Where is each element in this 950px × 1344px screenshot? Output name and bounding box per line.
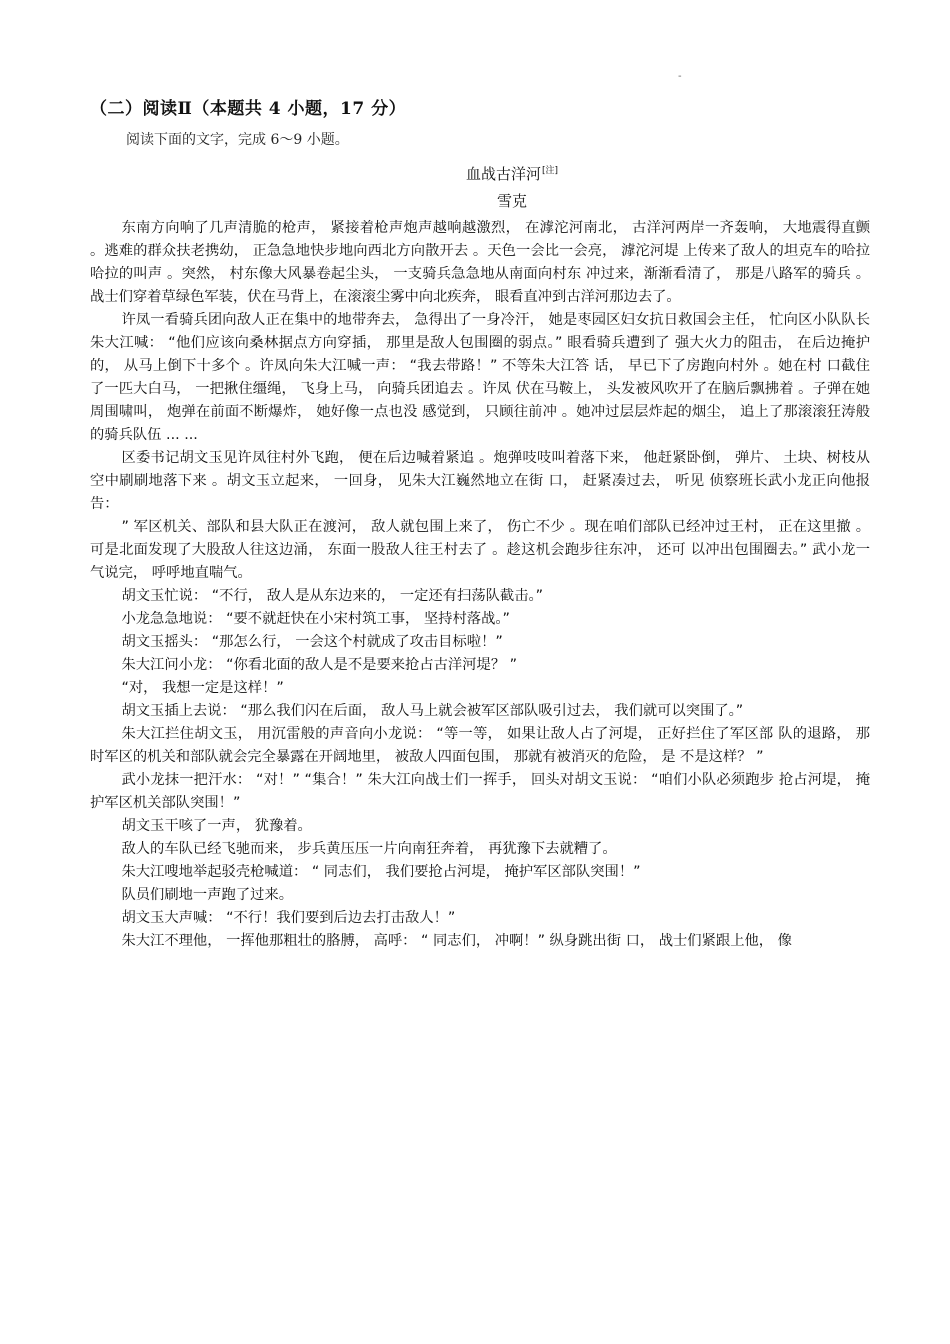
paragraph: 胡文玉忙说： “不行， 敌人是从东边来的， 一定还有扫荡队截击。” bbox=[121, 588, 544, 604]
paragraph: 区委书记胡文玉见许凤往村外飞跑， 便在后边喊着紧追 。炮弹吱吱叫着落下来， 他赶紧卧倒， 弹片、 土块、树枝从空中刷刷地落下来 。胡文玉立起来， 一回身， 见朱大江巍然地立在街 口， 赶紧凑过去， 听见 侦察班长武小龙正向他报告： bbox=[90, 450, 870, 512]
story-title: 血战古洋河 bbox=[465, 165, 541, 183]
paragraph: 朱大江问小龙： “你看北面的敌人是不是要来抢占古洋河堤？ ” bbox=[121, 657, 518, 673]
instructions: 阅读下面的文字，完成 6～9 小题。 bbox=[126, 132, 349, 148]
story-author: 雪克 bbox=[496, 192, 527, 210]
section-heading: （二）阅读Ⅱ（本题共 4 小题，17 分） bbox=[90, 99, 407, 119]
paragraph: 胡文玉摇头： “那怎么行， 一会这个村就成了攻击目标啦！” bbox=[121, 634, 503, 650]
paragraph: 小龙急急地说： “要不就赶快在小宋村筑工事， 坚持村落战。” bbox=[121, 611, 510, 627]
paragraph: 胡文玉干咳了一声， 犹豫着。 bbox=[121, 818, 312, 834]
document-page bbox=[90, 94, 870, 953]
story-title-line bbox=[154, 163, 870, 184]
paragraph: 胡文玉插上去说： “那么我们闪在后面， 敌人马上就会被军区部队吸引过去， 我们就可以突围了。” bbox=[121, 703, 744, 719]
paragraph: 队员们刷地一声跑了过来。 bbox=[121, 887, 294, 903]
paragraph: 朱大江不理他， 一挥他那粗壮的胳膊， 高呼： “ 同志们， 冲啊！” 纵身跳出街 口， 战士们紧跟上他， 像 bbox=[121, 933, 792, 949]
paragraph: 朱大江拦住胡文玉， 用沉雷般的声音向小龙说： “等一等， 如果让敌人占了河堤， 正好拦住了军区部 队的退路， 那时军区的机关和部队就会完全暴露在开阔地里， 被敌人四面包围， 那就有被消灭的危险， 是 不是这样？ ” bbox=[90, 726, 870, 765]
corner-mark: - bbox=[678, 71, 682, 82]
paragraph: 胡文玉大声喊： “不行！我们要到后边去打击敌人！” bbox=[121, 910, 456, 926]
paragraph: 许凤一看骑兵团向敌人正在集中的地带奔去， 急得出了一身冷汗， 她是枣园区妇女抗日救国会主任， 忙向区小队队长朱大江喊： “他们应该向桑林据点方向穿插， 那里是敌人包围圈的弱点。” 眼看骑兵遭到了 强大火力的阻击， 在后边掩护的， 从马上倒下十多个 。许凤向朱大江喊一声： “我去带路！” 不等朱大江答 话， 早已下了房跑向村外 。她在村 口截住了一匹大白马， 一把揪住缰绳， 飞身上马， 向骑兵团追去 。许凤 伏在马鞍上， 头发被风吹开了在脑后飘拂着 。子弹在她周围啸叫， 炮弹在前面不断爆炸， 她好像一点也没 感觉到， 只顾往前冲 。她冲过层层炸起的烟尘， 追上了那滚滚狂涛般的骑兵队伍 ... ... bbox=[90, 312, 870, 443]
paragraph: 武小龙抹一把汗水： “对！” “集合！” 朱大江向战士们一挥手， 回头对胡文玉说： “咱们小队必须跑步 抢占河堤， 掩护军区机关部队突围！” bbox=[90, 772, 870, 811]
paragraph: 朱大江嗖地举起驳壳枪喊道： “ 同志们， 我们要抢占河堤， 掩护军区部队突围！” bbox=[121, 864, 641, 880]
paragraph: “对， 我想一定是这样！” bbox=[121, 680, 284, 696]
paragraph: 东南方向响了几声清脆的枪声， 紧接着枪声炮声越响越激烈， 在滹沱河南北， 古洋河两岸一齐轰响， 大地震得直颤 。逃难的群众扶老携幼， 正急急地快步地向西北方向散开去 。天色一会比一会亮， 滹沱河堤 上传来了敌人的坦克车的哈拉哈拉的叫声 。突然， 村东像大风暴卷起尘头， 一支骑兵急急地从南面向村东 冲过来，渐渐看清了， 那是八路军的骑兵 。战士们穿着草绿色军装，伏在马背上，在滚滚尘雾中向北疾奔， 眼看直冲到古洋河那边去了。 bbox=[90, 220, 870, 305]
story-body bbox=[90, 217, 870, 953]
title-note: [注] bbox=[541, 166, 559, 176]
paragraph: ” 军区机关、部队和县大队正在渡河， 敌人就包围上来了， 伤亡不少 。现在咱们部队已经冲过王村， 正在这里撤 。可是北面发现了大股敌人往这边涌， 东面一股敌人往王村去了 。趁这机会跑步往东冲， 还可 以冲出包围圈去。” 武小龙一气说完， 呼呼地直喘气。 bbox=[90, 519, 870, 581]
paragraph: 敌人的车队已经飞驰而来， 步兵黄压压一片向南狂奔着， 再犹豫下去就糟了。 bbox=[121, 841, 617, 857]
